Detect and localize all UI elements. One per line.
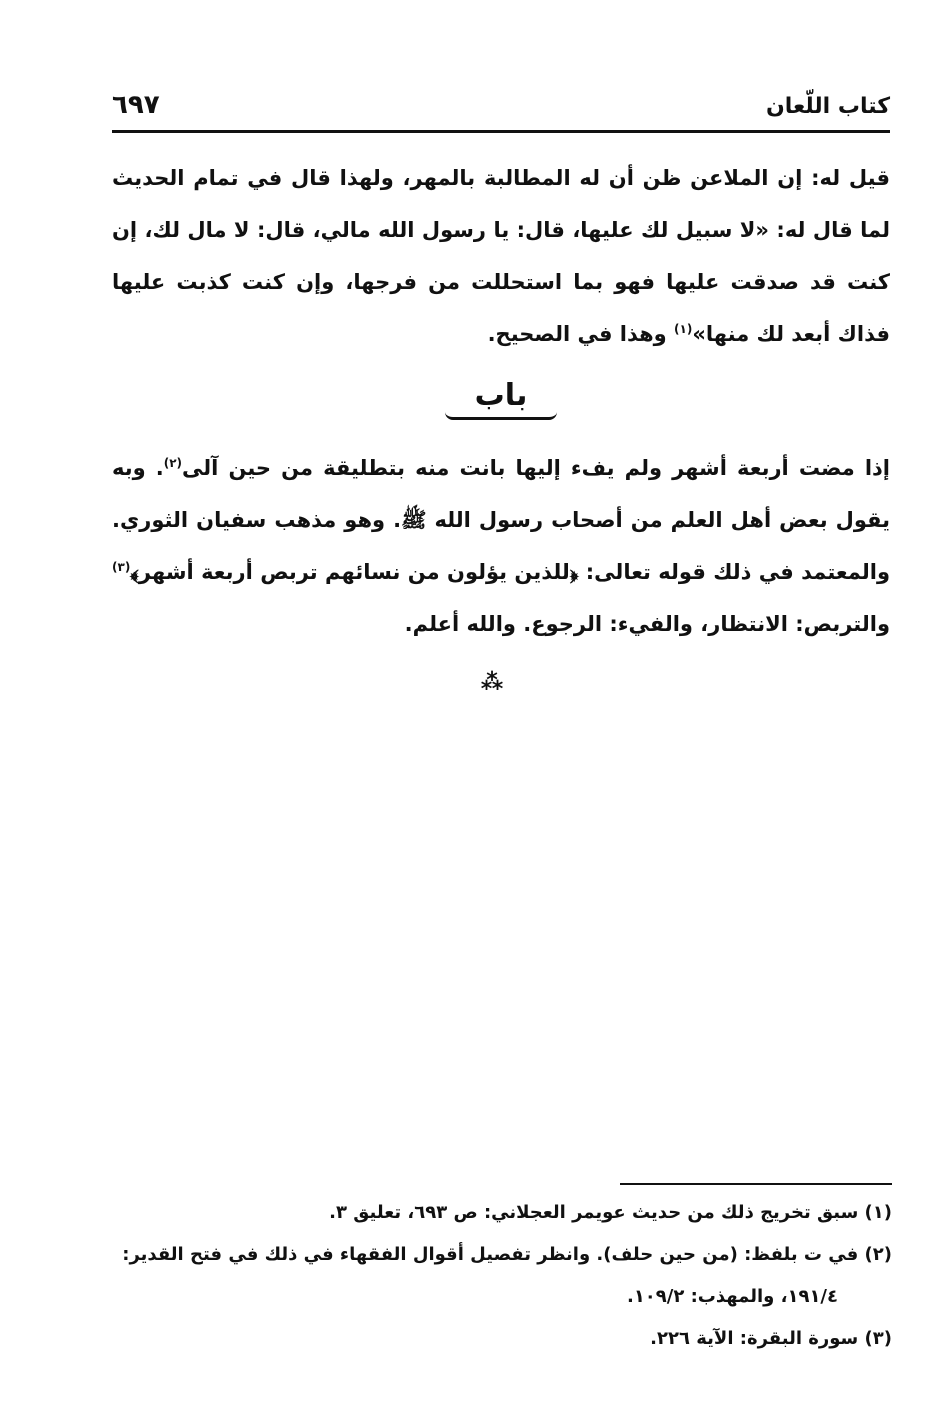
paragraph-2 [112, 442, 890, 650]
running-title: كتاب اللّعان [765, 94, 890, 119]
page-header [112, 88, 890, 128]
paragraph-2-part-2: . وبه يقول بعض أهل العلم من أصحاب رسول الله ﷺ. وهو مذهب سفيان الثوري. والمعتمد في ذلك قوله تعالى: ﴿للذين يؤلون من نسائهم تربص أربعة أشهر﴾ [112, 456, 890, 584]
footnote-ref-3: (٣) [112, 560, 131, 574]
asterism-separator: ⁂ [480, 670, 504, 695]
footnote-1: (١) سبق تخريج ذلك من حديث عويمر العجلاني: ص ٦٩٣، تعليق ٣. [329, 1202, 892, 1223]
paragraph-1-tail: وهذا في الصحيح. [487, 322, 675, 346]
footnote-2-continued: ١٩١/٤، والمهذب: ١٠٩/٢. [626, 1286, 838, 1307]
paragraph-2-part-1: إذا مضت أربعة أشهر ولم يفء إليها بانت منه بتطليقة من حين آلى [182, 456, 890, 480]
paragraph-1-text: قيل له: إن الملاعن ظن أن له المطالبة بالمهر، ولهذا قال في تمام الحديث لما قال له: «لا سبيل لك عليها، قال: يا رسول الله مالي، قال: لا مال لك، إن كنت قد صدقت عليها فهو بما استحللت من فرجها، وإن كنت كذبت عليها فذاك أبعد لك منها» [112, 166, 890, 346]
footnote-ref-2: (٢) [163, 456, 183, 470]
section-heading [112, 378, 890, 420]
section-heading-text: باب [445, 378, 558, 420]
header-rule [112, 130, 890, 133]
footnote-2: (٢) في ت بلفظ: (من حين حلف). وانظر تفصيل أقوال الفقهاء في ذلك في فتح القدير: [122, 1244, 892, 1265]
paragraph-2-part-3: والتربص: الانتظار، والفيء: الرجوع. والله أعلم. [404, 612, 890, 636]
paragraph-1 [112, 152, 890, 360]
footnote-3: (٣) سورة البقرة: الآية ٢٢٦. [650, 1328, 892, 1349]
page-number: ٦٩٧ [112, 90, 160, 120]
footnote-ref-1: (١) [674, 322, 693, 336]
footnotes [112, 1192, 892, 1360]
footnote-rule [620, 1183, 892, 1185]
